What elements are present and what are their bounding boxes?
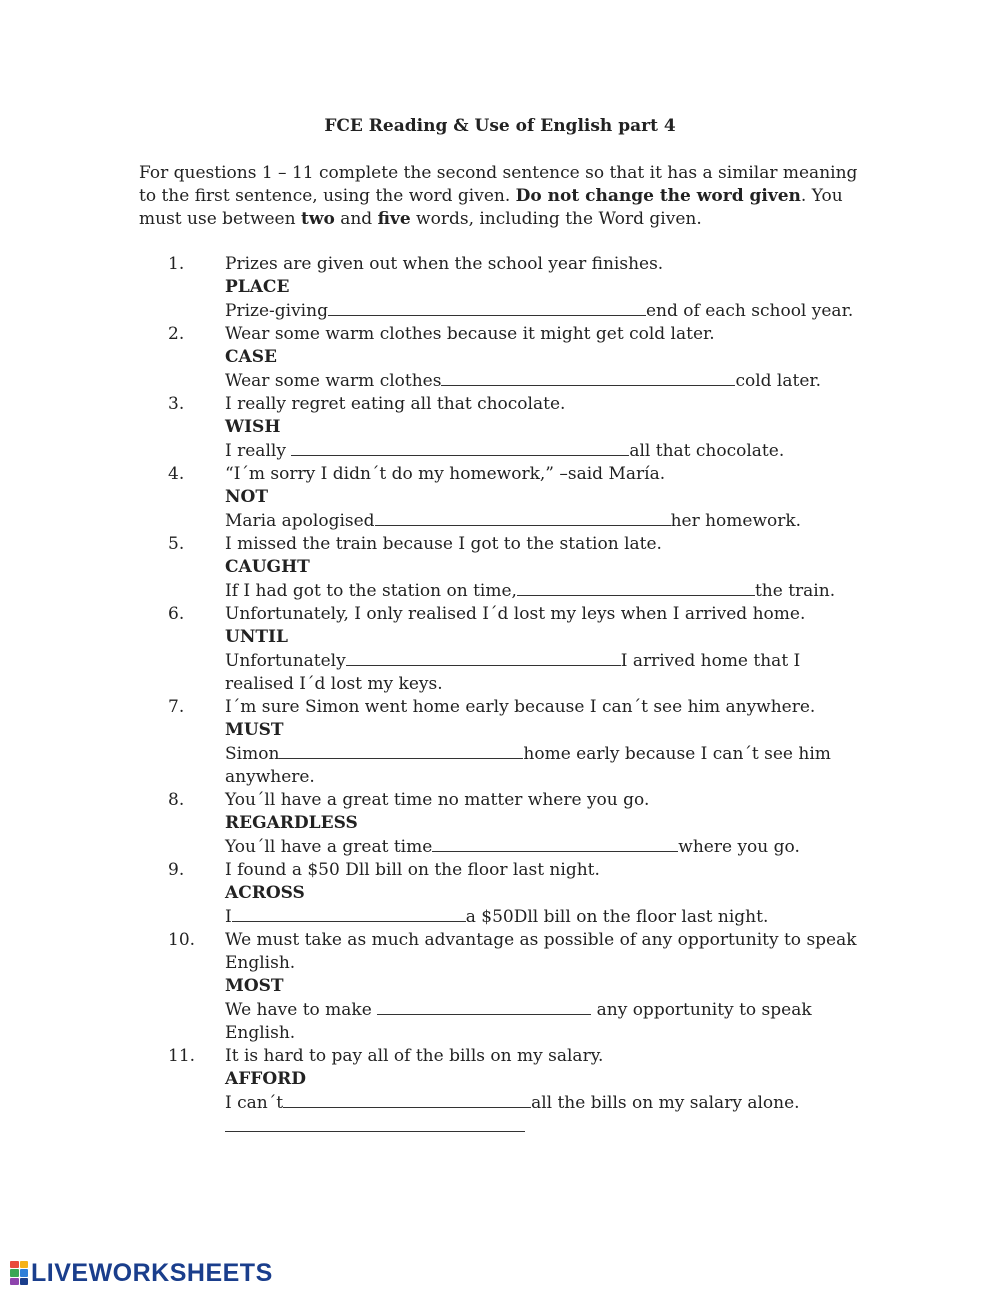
answer-blank[interactable] [283, 1091, 531, 1108]
question-number: 4. [168, 464, 185, 484]
question-item [0, 533, 1000, 603]
answer-blank[interactable] [279, 742, 523, 759]
question-list [0, 253, 1000, 1139]
question-sentence: You´ll have a great time no matter where you go. [225, 790, 650, 810]
answer-suffix: home early because I can´t see him anywhere. [225, 744, 831, 787]
instructions-text-1: For questions 1 – 11 complete the second sentence so that it has a similar meaning to the first sentence, using the word given. [139, 163, 858, 206]
answer-suffix: all that chocolate. [629, 441, 785, 461]
question-sentence: Prizes are given out when the school year finishes. [225, 254, 664, 274]
question-item [0, 463, 1000, 533]
instructions-text-2: . You must use between [139, 186, 843, 229]
question-number: 3. [168, 394, 185, 414]
answer-blank[interactable] [441, 369, 735, 386]
instructions-text-3: and [334, 209, 378, 229]
answer-blank[interactable] [225, 1115, 525, 1132]
answer-suffix: I arrived home that I realised I´d lost my keys. [225, 651, 801, 694]
question-keyword: CASE [225, 347, 277, 367]
answer-prefix: Unfortunately [225, 651, 346, 671]
page-title: FCE Reading & Use of English part 4 [324, 116, 676, 136]
answer-blank[interactable] [232, 905, 466, 922]
answer-prefix: Wear some warm clothes [225, 371, 442, 391]
question-sentence: It is hard to pay all of the bills on my salary. [225, 1046, 604, 1066]
question-item [0, 603, 1000, 696]
question-keyword: PLACE [225, 277, 290, 297]
answer-blank[interactable] [291, 439, 629, 456]
answer-blank[interactable] [377, 998, 591, 1015]
answer-suffix: cold later. [735, 371, 822, 391]
question-sentence: Unfortunately, I only realised I´d lost my leys when I arrived home. [225, 604, 806, 624]
question-keyword: NOT [225, 487, 268, 507]
question-keyword: UNTIL [225, 627, 288, 647]
answer-blank[interactable] [517, 579, 755, 596]
answer-prefix: I can´t [225, 1093, 284, 1113]
question-keyword: ACROSS [225, 883, 305, 903]
answer-prefix: You´ll have a great time [225, 837, 433, 857]
question-item [0, 789, 1000, 859]
answer-prefix: I [225, 907, 232, 927]
question-sentence: I missed the train because I got to the station late. [225, 534, 662, 554]
answer-suffix: the train. [754, 581, 836, 601]
question-keyword: MOST [225, 976, 284, 996]
answer-suffix: end of each school year. [645, 301, 854, 321]
question-number: 2. [168, 324, 185, 344]
question-keyword: WISH [225, 417, 281, 437]
question-item [0, 1115, 1000, 1139]
answer-prefix: Simon [225, 744, 280, 764]
answer-prefix: We have to make [225, 1000, 378, 1020]
answer-suffix: a $50Dll bill on the floor last night. [465, 907, 769, 927]
question-sentence: We must take as much advantage as possible of any opportunity to speak English. [225, 930, 857, 973]
instructions-text-4: words, including the Word given. [410, 209, 702, 229]
answer-blank[interactable] [432, 835, 678, 852]
question-item [0, 859, 1000, 929]
question-item [0, 1045, 1000, 1115]
question-number: 10. [168, 930, 196, 950]
answer-blank[interactable] [375, 509, 671, 526]
question-number: 8. [168, 790, 185, 810]
question-number: 1. [168, 254, 185, 274]
answer-suffix: any opportunity to speak English. [225, 1000, 812, 1043]
instructions-bold-2: two [300, 209, 335, 229]
question-item [0, 253, 1000, 323]
question-number: 7. [168, 697, 185, 717]
logo-text: LIVEWORKSHEETS [31, 1258, 273, 1287]
question-keyword: REGARDLESS [225, 813, 358, 833]
answer-prefix: If I had got to the station on time, [225, 581, 517, 601]
answer-blank[interactable] [328, 299, 646, 316]
answer-prefix: I really [225, 441, 292, 461]
question-keyword: AFFORD [225, 1069, 307, 1089]
question-sentence: I really regret eating all that chocolate. [225, 394, 566, 414]
question-item [0, 393, 1000, 463]
question-sentence: “I´m sorry I didn´t do my homework,” –said María. [225, 464, 666, 484]
question-sentence: I found a $50 Dll bill on the floor last night. [225, 860, 600, 880]
question-item [0, 696, 1000, 789]
instructions [139, 162, 859, 231]
question-number: 6. [168, 604, 185, 624]
question-number: 5. [168, 534, 185, 554]
question-sentence: Wear some warm clothes because it might get cold later. [225, 324, 715, 344]
instructions-bold-1: Do not change the word given [515, 186, 801, 206]
question-keyword: MUST [225, 720, 284, 740]
answer-prefix: Maria apologised [225, 511, 375, 531]
answer-prefix: Prize-giving [225, 301, 328, 321]
question-item [0, 323, 1000, 393]
answer-suffix: all the bills on my salary alone. [531, 1093, 800, 1113]
answer-blank[interactable] [346, 649, 621, 666]
liveworksheets-logo-icon [10, 1261, 28, 1285]
question-number: 11. [168, 1046, 196, 1066]
question-number: 9. [168, 860, 185, 880]
liveworksheets-logo[interactable] [10, 1259, 273, 1287]
question-item [0, 929, 1000, 1045]
question-sentence: I´m sure Simon went home early because I can´t see him anywhere. [225, 697, 816, 717]
answer-suffix: her homework. [670, 511, 802, 531]
instructions-bold-3: five [377, 209, 411, 229]
answer-suffix: where you go. [678, 837, 800, 857]
question-keyword: CAUGHT [225, 557, 310, 577]
